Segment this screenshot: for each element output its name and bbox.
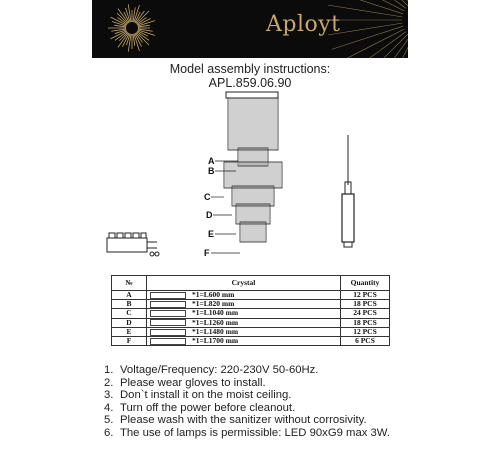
tier-label: E	[208, 229, 215, 239]
crystal-bar-icon	[150, 292, 186, 299]
crystal-bar-icon	[150, 329, 186, 336]
crystal-length: *1=L820 mm	[192, 299, 235, 309]
column-header-number: №	[112, 276, 147, 291]
list-number: 1.	[104, 364, 114, 376]
list-text: The use of lamps is permissible: LED 90xG9 max 3W.	[120, 426, 390, 439]
column-header-quantity: Quantity	[341, 276, 390, 291]
terminal-block	[107, 233, 159, 256]
list-text: Please wash with the sanitizer without corrosivity.	[120, 414, 367, 426]
row-label: D	[112, 318, 147, 327]
quantity-cell: 12 PCS	[341, 327, 390, 336]
crystal-bar-icon	[150, 319, 186, 326]
row-label: E	[112, 327, 147, 336]
table-row	[112, 327, 390, 336]
crystal-bar-icon	[150, 338, 186, 345]
tier-label: F	[204, 248, 210, 258]
table-row	[112, 336, 390, 345]
crystal-bar-icon	[150, 301, 186, 308]
quantity-cell: 18 PCS	[341, 300, 390, 309]
list-item	[104, 364, 390, 377]
table-row	[112, 300, 390, 309]
table-row	[112, 318, 390, 327]
list-item	[104, 389, 390, 402]
crystal-spec-table	[111, 275, 390, 346]
list-text: Voltage/Frequency: 220-230V 50-60Hz.	[120, 364, 319, 376]
quantity-cell: 6 PCS	[341, 336, 390, 345]
list-item	[104, 377, 390, 390]
page-title: Model assembly instructions:	[169, 62, 331, 76]
model-number: APL.859.06.90	[208, 76, 292, 90]
row-label: A	[112, 291, 147, 300]
tier-label: A	[208, 156, 215, 166]
sunburst-logo-icon	[92, 0, 408, 58]
list-item	[104, 427, 390, 440]
canopy	[226, 92, 278, 98]
row-label: B	[112, 300, 147, 309]
crystal-cell	[147, 327, 341, 336]
crystal-cell	[147, 291, 341, 300]
list-text: Please wear gloves to install.	[120, 376, 266, 389]
table-header-row	[112, 276, 390, 291]
table-row	[112, 291, 390, 300]
brand-name: Aployt	[266, 12, 341, 37]
crystal-length: *1=L1040 mm	[192, 308, 239, 318]
tier-label: C	[204, 192, 211, 202]
table-row	[112, 309, 390, 318]
list-number: 2.	[104, 376, 114, 389]
chandelier-drawing	[100, 90, 400, 270]
list-number: 5.	[104, 414, 114, 426]
quantity-cell: 18 PCS	[341, 318, 390, 327]
quantity-cell: 24 PCS	[341, 309, 390, 318]
crystal-cell	[147, 336, 341, 345]
crystal-length: *1=L1480 mm	[192, 326, 239, 336]
crystal-length: *1=L1260 mm	[192, 317, 239, 327]
column-header-crystal: Crystal	[147, 276, 341, 291]
list-item	[104, 402, 390, 415]
crystal-cell	[147, 309, 341, 318]
crystal-bar-icon	[150, 310, 186, 317]
instructions-list	[104, 364, 390, 439]
tier-label: B	[208, 166, 215, 176]
list-text: Turn off the power before cleanout.	[120, 401, 296, 414]
crystal-length: *1=L600 mm	[192, 290, 235, 300]
list-number: 3.	[104, 389, 114, 401]
crystal-length: *1=L1700 mm	[192, 336, 239, 346]
row-label: C	[112, 309, 147, 318]
brand-banner	[92, 0, 408, 58]
crystal-tiers	[224, 98, 282, 242]
list-number: 6.	[104, 426, 114, 439]
quantity-cell: 12 PCS	[341, 291, 390, 300]
list-text: Don`t install it on the moist ceiling.	[120, 389, 292, 401]
tier-label: D	[206, 210, 213, 220]
crystal-cell	[147, 300, 341, 309]
list-number: 4.	[104, 401, 114, 414]
crystal-cell	[147, 318, 341, 327]
list-item	[104, 414, 390, 427]
side-view	[342, 135, 354, 247]
row-label: F	[112, 336, 147, 345]
